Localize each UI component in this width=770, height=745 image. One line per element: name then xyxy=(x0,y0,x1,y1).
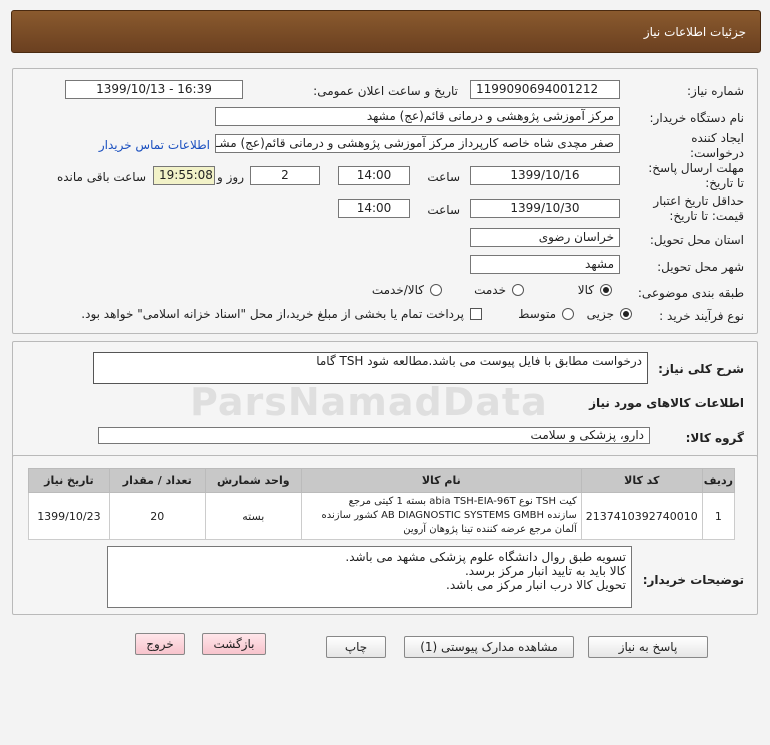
summary-label: شرح کلی نیاز: xyxy=(658,362,744,376)
col-code: کد کالا xyxy=(581,469,702,493)
deadline-date-field: 1399/10/16 xyxy=(470,166,620,185)
purchase-medium-label: متوسط xyxy=(518,307,556,321)
table-header-row xyxy=(29,469,735,493)
cell-name-line3: آلمان مرجع عرضه کننده تینا پژوهان آروین xyxy=(403,524,577,535)
goods-section-title: اطلاعات کالاهای مورد نیاز xyxy=(589,396,744,410)
col-row: ردیف xyxy=(702,469,734,493)
validity-date-field: 1399/10/30 xyxy=(470,199,620,218)
province-field: خراسان رضوی xyxy=(470,228,620,247)
col-unit: واحد شمارش xyxy=(205,469,301,493)
buyer-org-label: نام دستگاه خریدار: xyxy=(649,111,744,125)
category-radio-service[interactable] xyxy=(512,284,524,296)
validity-time-label: ساعت xyxy=(427,203,460,217)
cell-qty: 20 xyxy=(109,493,205,540)
cell-name-line1: کیت TSH نوع abia TSH-EIA-96T بسته 1 کیتی مرجع xyxy=(348,496,577,507)
cell-date: 1399/10/23 xyxy=(29,493,110,540)
deadline-label: مهلت ارسال پاسخ: تا تاریخ: xyxy=(648,161,744,190)
back-button[interactable]: بازگشت xyxy=(202,633,266,655)
creator-field: صفر مچدی شاه خاصه کارپرداز مرکز آموزشی پژوهشی و درمانی قائم(عج) مشـ xyxy=(215,134,620,153)
remaining-label: ساعت باقی مانده xyxy=(56,170,146,184)
exit-button[interactable]: خروج xyxy=(135,633,185,655)
category-radio-both[interactable] xyxy=(430,284,442,296)
announce-field: 1399/10/13 - 16:39 xyxy=(65,80,243,99)
category-service-label: خدمت xyxy=(474,283,506,297)
col-qty: تعداد / مقدار xyxy=(109,469,205,493)
validity-label: حداقل تاریخ اعتبار قیمت: تا تاریخ: xyxy=(653,194,744,223)
category-both-label: کالا/خدمت xyxy=(371,283,424,297)
purchase-radio-medium[interactable] xyxy=(562,308,574,320)
buyer-org-field: مرکز آموزشی پژوهشی و درمانی قائم(عج) مشهد xyxy=(215,107,620,126)
cell-name xyxy=(301,493,581,540)
table-row[interactable] xyxy=(29,493,735,540)
treasury-checkbox[interactable] xyxy=(470,308,482,320)
deadline-time-label: ساعت xyxy=(427,170,460,184)
days-label: روز و xyxy=(217,170,244,184)
col-date: تاریخ نیاز xyxy=(29,469,110,493)
purchase-radio-minor[interactable] xyxy=(620,308,632,320)
remaining-time-field: 19:55:08 xyxy=(153,166,215,185)
items-table xyxy=(28,468,735,540)
items-table-wrap xyxy=(28,468,735,540)
attachments-button[interactable]: مشاهده مدارک پیوستی (1) xyxy=(404,636,574,658)
buyer-contact-link[interactable]: اطلاعات تماس خریدار xyxy=(98,138,210,152)
need-number-field: 1199090694001212 xyxy=(470,80,620,99)
city-field: مشهد xyxy=(470,255,620,274)
city-label: شهر محل تحویل: xyxy=(657,260,744,274)
cell-name-line2: سازنده AB DIAGNOSTIC SYSTEMS GMBH کشور سازنده xyxy=(321,510,577,521)
watermark: ParsNamadData xyxy=(190,380,548,424)
validity-time-field: 14:00 xyxy=(338,199,410,218)
deadline-time-field: 14:00 xyxy=(338,166,410,185)
buyer-notes-line2: کالا باید به تایید انبار مرکز برسد. xyxy=(464,564,626,578)
cell-row: 1 xyxy=(702,493,734,540)
page-title: جزئیات اطلاعات نیاز xyxy=(643,25,746,39)
goods-group-label: گروه کالا: xyxy=(685,431,744,445)
cell-code: 2137410392740010 xyxy=(581,493,702,540)
summary-text: درخواست مطابق با فایل پیوست می باشد.مطالعه شود TSH گاما xyxy=(93,352,648,384)
purchase-type-label: نوع فرآیند خرید : xyxy=(659,309,744,323)
category-radio-goods[interactable] xyxy=(600,284,612,296)
announce-label: تاریخ و ساعت اعلان عمومی: xyxy=(313,84,458,98)
reply-button[interactable]: پاسخ به نیاز xyxy=(588,636,708,658)
purchase-minor-label: جزیی xyxy=(586,307,614,321)
buyer-notes-line3: تحویل کالا درب انبار مرکز می باشد. xyxy=(446,578,626,592)
cell-unit: بسته xyxy=(205,493,301,540)
col-name: نام کالا xyxy=(301,469,581,493)
treasury-note: پرداخت تمام یا بخشی از مبلغ خرید،از محل "اسناد خزانه اسلامی" خواهد بود. xyxy=(81,307,464,321)
buyer-notes-box xyxy=(107,546,632,608)
print-button[interactable]: چاپ xyxy=(326,636,386,658)
buyer-notes-label: توضیحات خریدار: xyxy=(642,573,744,587)
page-header xyxy=(11,10,761,53)
goods-group-field: دارو، پزشکی و سلامت xyxy=(98,427,650,444)
category-goods-label: کالا xyxy=(577,283,594,297)
buyer-notes-line1: تسویه طبق روال دانشگاه علوم پزشکی مشهد می باشد. xyxy=(345,550,626,564)
creator-label: ایجاد کننده درخواست: xyxy=(690,131,744,160)
need-number-label: شماره نیاز: xyxy=(687,84,744,98)
days-field: 2 xyxy=(250,166,320,185)
category-label: طبقه بندی موضوعی: xyxy=(637,286,744,300)
province-label: استان محل تحویل: xyxy=(649,233,744,247)
